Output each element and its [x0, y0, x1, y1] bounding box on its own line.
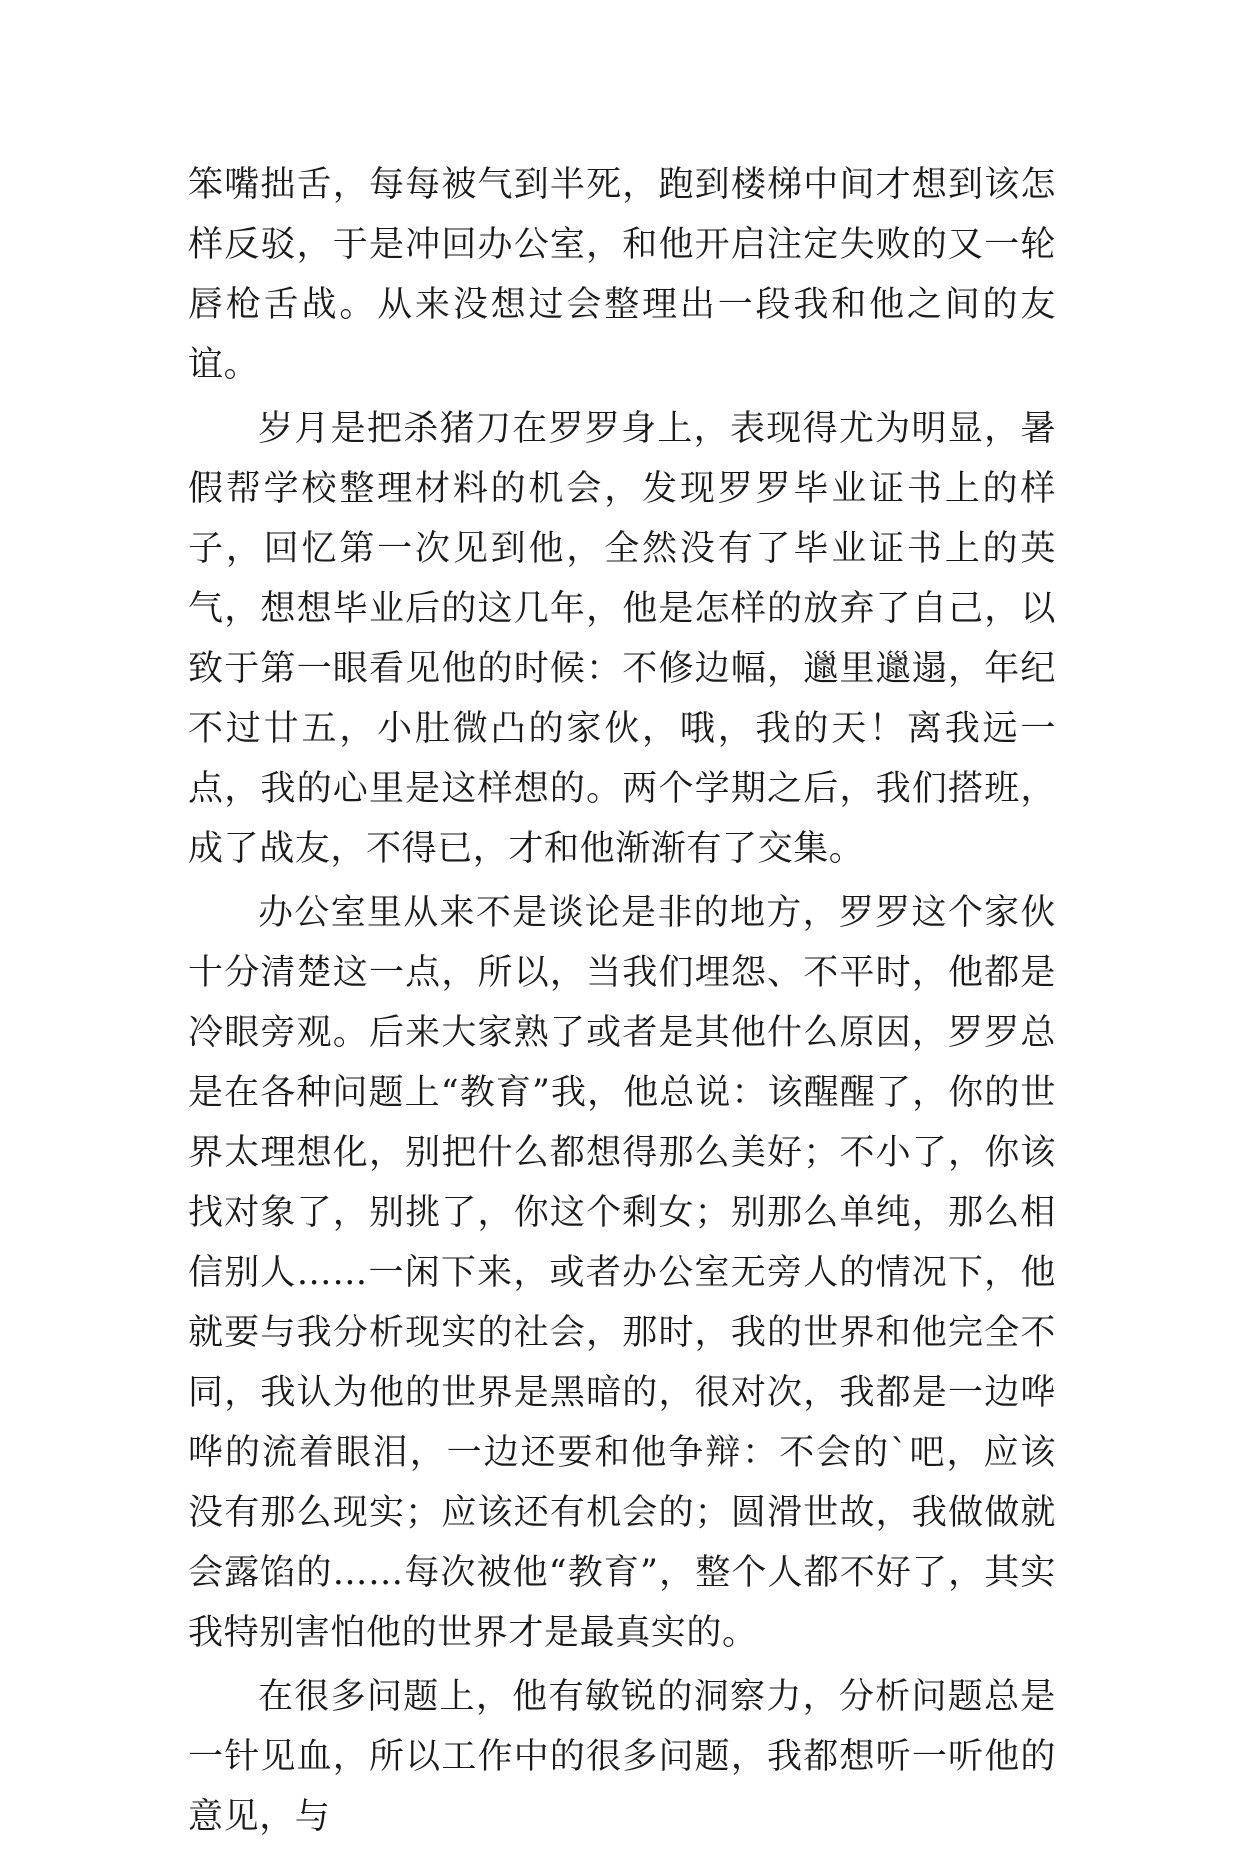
- paragraph-1: 笨嘴拙舌，每每被气到半死，跑到楼梯中间才想到该怎样反驳，于是冲回办公室，和他开启注定失败的又一轮唇枪舌战。从来没想过会整理出一段我和他之间的友谊。: [188, 165, 1056, 385]
- paragraph-3: 办公室里从来不是谈论是非的地方，罗罗这个家伙十分清楚这一点，所以，当我们埋怨、不平时，他都是冷眼旁观。后来大家熟了或者是其他什么原因，罗罗总是在各种问题上“教育”我，他总说：该醒醒了，你的世界太理想化，别把什么都想得那么美好；不小了，你该找对象了，别挑了，你这个剩女；别那么单纯，那么相信别人……一闲下来，或者办公室无旁人的情况下，他就要与我分析现实的社会，那时，我的世界和他完全不同，我认为他的世界是黑暗的，很对次，我都是一边哗哗的流着眼泪，一边还要和他争辩：不会的`吧，应该没有那么现实；应该还有机会的；圆滑世故，我做做就会露馅的……每次被他“教育”，整个人都不好了，其实我特别害怕他的世界才是最真实的。: [188, 893, 1056, 1653]
- body-text: [188, 155, 1056, 1851]
- paragraph-4: 在很多问题上，他有敏锐的洞察力，分析问题总是一针见血，所以工作中的很多问题，我都想听一听他的意见，与: [188, 1677, 1056, 1837]
- paragraph-2: 岁月是把杀猪刀在罗罗身上，表现得尤为明显，暑假帮学校整理材料的机会，发现罗罗毕业证书上的样子，回忆第一次见到他，全然没有了毕业证书上的英气，想想毕业后的这几年，他是怎样的放弃了自己，以致于第一眼看见他的时候：不修边幅，邋里邋遢，年纪不过廿五，小肚微凸的家伙，哦，我的天！离我远一点，我的心里是这样想的。两个学期之后，我们搭班，成了战友，不得已，才和他渐渐有了交集。: [188, 409, 1056, 869]
